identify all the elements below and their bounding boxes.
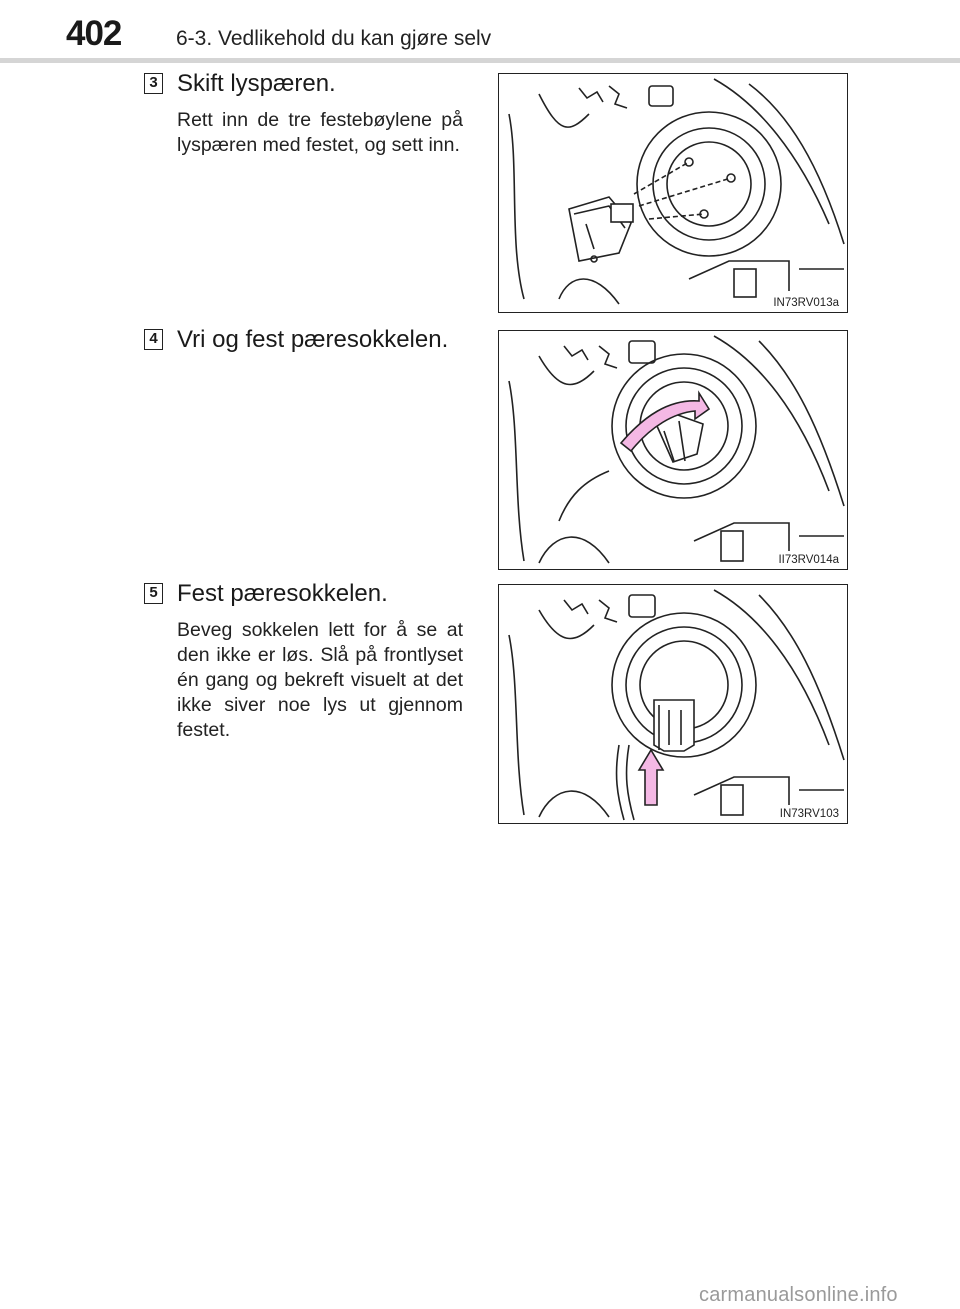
step-description: Beveg sokkelen lett for å se at den ikke er løs. Slå på frontlyset én gang og bekreft visuelt at det ikke siver noe lys ut gjennom festet. — [177, 619, 463, 741]
headlamp-illustration — [499, 585, 848, 824]
step-title: Skift lyspæren. — [177, 70, 336, 97]
figure-secure-socket — [498, 584, 848, 824]
figure-code: IN73RV103 — [779, 808, 839, 820]
figure-bulb-insert — [498, 73, 848, 313]
step-title: Fest pæresokkelen. — [177, 580, 388, 607]
step-title: Vri og fest pæresokkelen. — [177, 326, 449, 353]
step-number-badge: 3 — [144, 73, 163, 94]
step-number-badge: 5 — [144, 583, 163, 604]
chapter-title: 6-3. Vedlikehold du kan gjøre selv — [176, 27, 492, 50]
page-number: 402 — [66, 14, 122, 53]
headlamp-illustration — [499, 74, 848, 313]
step-number-badge: 4 — [144, 329, 163, 350]
header-rule — [0, 58, 960, 63]
figure-code: IN73RV013a — [773, 297, 839, 309]
figure-code: II73RV014a — [778, 554, 839, 566]
figure-twist-socket — [498, 330, 848, 570]
watermark: carmanualsonline.info — [699, 1284, 898, 1306]
step-description: Rett inn de tre festebøylene på lyspæren med festet, og sett inn. — [177, 109, 463, 156]
headlamp-illustration — [499, 331, 848, 570]
